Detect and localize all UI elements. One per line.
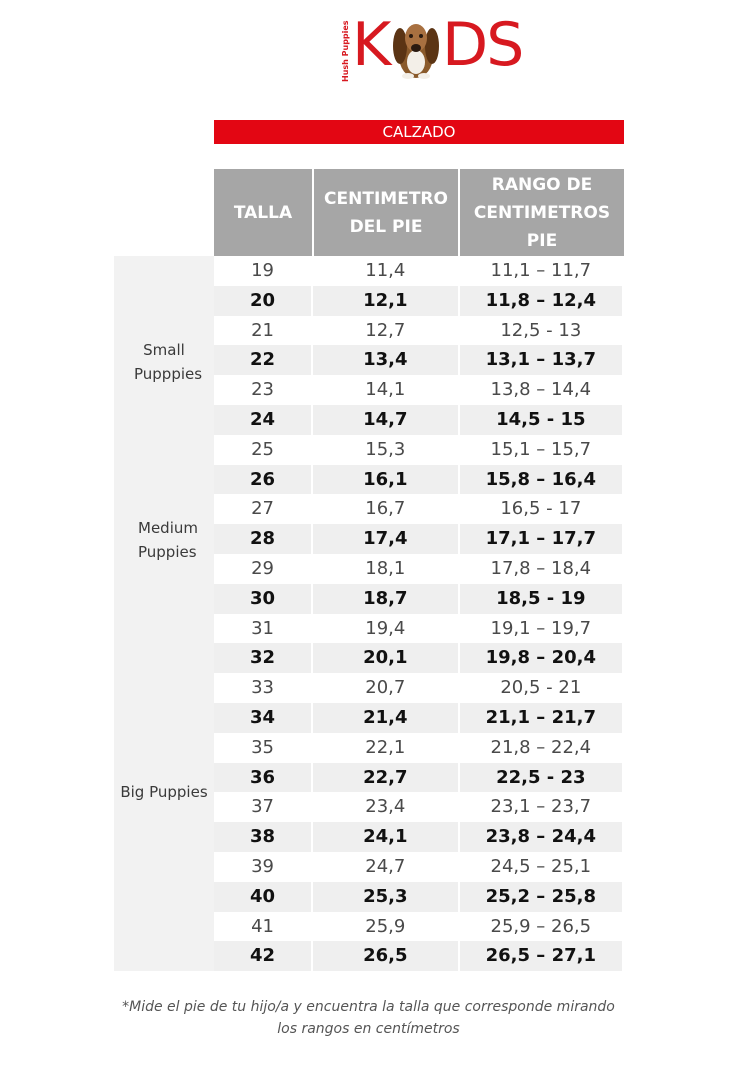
cell-talla: 27 [251,498,274,520]
cell-centimetro: 15,3 [311,435,458,465]
cell-talla: 22 [249,349,276,371]
column-header-centimetro: CENTIMETRO DEL PIE [314,169,458,256]
column-header-talla: TALLA [214,169,312,256]
cell-rango: 25,9 – 26,5 [458,912,622,942]
cell-centimetro: 19,4 [311,614,458,644]
cell-rango: 11,1 – 11,7 [458,256,622,286]
cell-rango: 22,5 - 23 [458,763,622,793]
cell-centimetro: 20,7 [311,673,458,703]
cell-talla: 38 [249,826,276,848]
cell-centimetro: 14,7 [311,405,458,435]
cell-talla: 40 [249,885,276,907]
table-row [214,852,622,882]
cell-rango: 23,8 – 24,4 [458,822,622,852]
group-small-puppies: Small Pupppies [134,341,203,383]
cell-talla: 19 [251,260,274,281]
size-table-body [214,256,622,971]
cell-centimetro: 13,4 [311,345,458,375]
cell-centimetro: 18,7 [311,584,458,614]
table-row [214,345,622,375]
cell-centimetro: 25,9 [311,912,458,942]
column-header-rango: RANGO DE CENTIMETROS PIE [460,169,624,256]
table-row [214,882,622,912]
cell-talla: 42 [249,945,276,967]
cell-rango: 21,8 – 22,4 [458,733,622,763]
cell-rango: 13,8 – 14,4 [458,375,622,405]
cell-talla: 37 [251,796,274,818]
cell-talla: 30 [249,587,276,609]
cell-rango: 25,2 – 25,8 [458,882,622,912]
cell-centimetro: 11,4 [311,256,458,286]
table-row [214,465,622,495]
logo-ds: DS [442,10,523,80]
footnote-line-2: los rangos en centímetros [277,1021,460,1037]
cell-talla: 36 [249,766,276,788]
cell-centimetro: 21,4 [311,703,458,733]
group-medium-puppies: Medium Puppies [138,519,198,561]
cell-talla: 23 [251,379,274,401]
cell-talla: 28 [249,528,276,550]
cell-centimetro: 16,7 [311,494,458,524]
cell-rango: 14,5 - 15 [458,405,622,435]
table-row [214,554,622,584]
cell-centimetro: 22,1 [311,733,458,763]
cell-talla: 32 [249,647,276,669]
cell-rango: 21,1 – 21,7 [458,703,622,733]
size-groups [114,256,214,971]
table-row [214,912,622,942]
cell-centimetro: 12,7 [311,316,458,346]
brand-name: Hush Puppies [341,20,350,82]
table-header [214,169,624,256]
table-row [214,494,622,524]
cell-talla: 31 [251,617,274,639]
cell-centimetro: 25,3 [311,882,458,912]
table-row [214,733,622,763]
cell-rango: 17,1 – 17,7 [458,524,622,554]
cell-talla: 33 [251,677,274,699]
cell-talla: 29 [251,557,274,579]
cell-rango: 23,1 – 23,7 [458,792,622,822]
table-row [214,286,622,316]
cell-centimetro: 23,4 [311,792,458,822]
cell-talla: 24 [249,408,276,430]
cell-rango: 17,8 – 18,4 [458,554,622,584]
cell-talla: 21 [251,319,274,341]
cell-centimetro: 22,7 [311,763,458,793]
cell-talla: 34 [249,706,276,728]
table-row [214,435,622,465]
cell-talla: 20 [249,289,276,311]
cell-rango: 19,8 – 20,4 [458,643,622,673]
table-row [214,256,622,286]
cell-talla: 41 [251,915,274,937]
table-row [214,763,622,793]
table-row [214,614,622,644]
table-row [214,941,622,971]
cell-talla: 25 [251,438,274,460]
table-row [214,405,622,435]
kids-logo [340,10,523,82]
footnote [100,996,637,1040]
cell-centimetro: 14,1 [311,375,458,405]
logo-k: K [352,10,390,80]
cell-centimetro: 17,4 [311,524,458,554]
cell-rango: 20,5 - 21 [458,673,622,703]
cell-rango: 18,5 - 19 [458,584,622,614]
table-row [214,822,622,852]
cell-centimetro: 12,1 [311,286,458,316]
footnote-line-1: *Mide el pie de tu hijo/a y encuentra la talla que corresponde mirando [122,999,615,1015]
cell-rango: 15,1 – 15,7 [458,435,622,465]
table-row [214,316,622,346]
cell-rango: 11,8 – 12,4 [458,286,622,316]
cell-rango: 15,8 – 16,4 [458,465,622,495]
table-row [214,643,622,673]
section-title: CALZADO [214,120,624,144]
cell-centimetro: 20,1 [311,643,458,673]
cell-talla: 35 [251,736,274,758]
cell-centimetro: 26,5 [311,941,458,971]
table-row [214,375,622,405]
cell-centimetro: 18,1 [311,554,458,584]
cell-centimetro: 24,1 [311,822,458,852]
cell-centimetro: 16,1 [311,465,458,495]
basset-hound-dog-icon [388,16,444,80]
table-row [214,703,622,733]
cell-centimetro: 24,7 [311,852,458,882]
table-row [214,524,622,554]
table-row [214,792,622,822]
table-row [214,673,622,703]
cell-rango: 16,5 - 17 [458,494,622,524]
group-big-puppies: Big Puppies [120,783,208,801]
cell-rango: 19,1 – 19,7 [458,614,622,644]
cell-rango: 13,1 – 13,7 [458,345,622,375]
cell-rango: 26,5 – 27,1 [458,941,622,971]
cell-talla: 39 [251,855,274,877]
table-row [214,584,622,614]
cell-talla: 26 [249,468,276,490]
cell-rango: 24,5 – 25,1 [458,852,622,882]
cell-rango: 12,5 - 13 [458,316,622,346]
